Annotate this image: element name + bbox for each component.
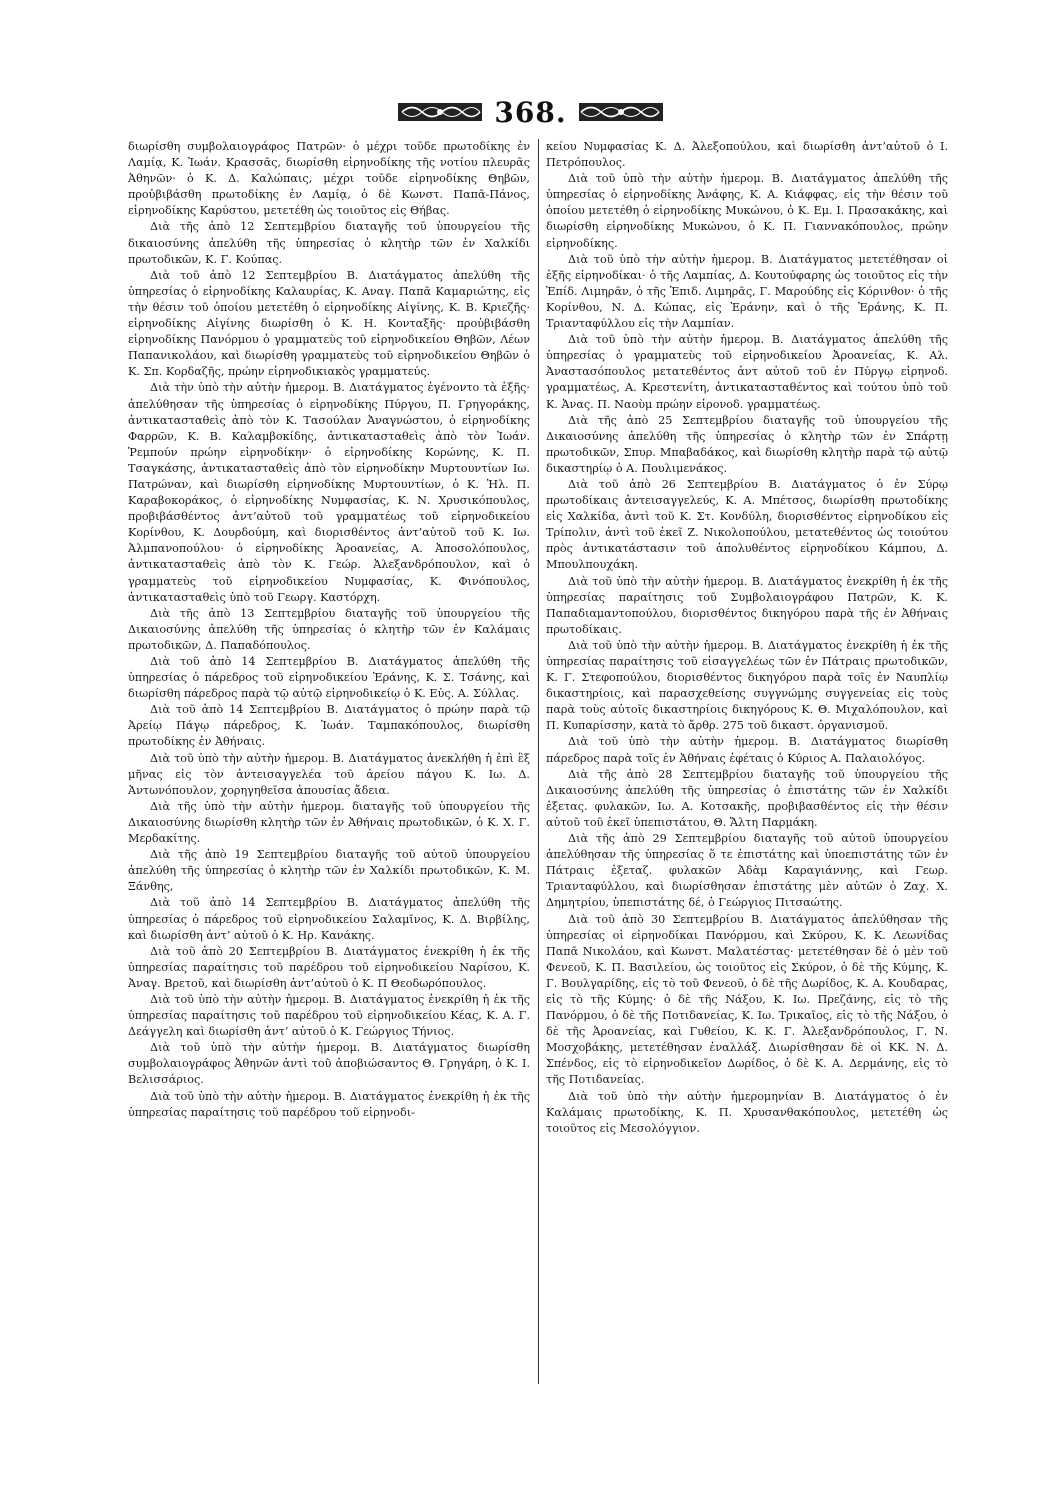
paragraph: Διὰ τῆς ἀπὸ 19 Σεπτεμβρίου διαταγῆς τοῦ αὐτοῦ ὑπουργείου ἀπελύθη τῆς ὑπηρεσίας ὁ κλητὴρ τῶν ἐν Χαλκίδι πρωτοδικῶν, Κ. Μ. Ξάνθης,: [128, 848, 530, 894]
page-header: [0, 92, 1061, 132]
left-column: [128, 139, 530, 1384]
paragraph: Διὰ τῆς ἀπὸ 29 Σεπτεμβρίου διαταγῆς τοῦ αὐτοῦ ὑπουργείου ἀπελύθησαν τῆς ὑπηρεσίας ὅ τε ἐπιστάτης καὶ ὑποεπιστάτης τῶν ἐν Πάτραις ἐξεταζ. φυλακῶν Ἀδὰμ Καραγιάννης, καὶ Γεωρ. Τριανταφύλλου, καὶ διωρίσθησαν ἐπιστάτης μὲν αὐτῶν ὁ Ζαχ. Χ. Δημητρίου, ὑπεπιστάτης δέ, ὁ Γεώργιος Πιτσαώτης.: [546, 832, 948, 910]
right-column: [546, 139, 948, 1384]
right-ornament-icon: [577, 99, 665, 125]
paragraph: Διὰ τοῦ ἀπὸ 30 Σεπτεμβρίου Β. Διατάγματος ἀπελύθησαν τῆς ὑπηρεσίας οἱ εἰρηνοδίκαι Πανόρμου, καὶ Σκύρου, Κ. Κ. Λεωνίδας Παπᾶ Νικολάου, καὶ Κωνστ. Μαλατέστας· μετετέθησαν δὲ ὁ μὲν τοῦ Φενεοῦ, Κ. Π. Βασιλείου, ὡς τοιοῦτος εἰς Σκύρον, ὁ δὲ τῆς Κύμης, Κ. Γ. Βουλγαρίδης, εἰς τὸ τοῦ Φενεοῦ, ὁ δὲ τῆς Δωρίδος, Κ. Α. Κουδαρας, εἰς τὸ τῆς Κύμης· ὁ δὲ τῆς Νάξου, Κ. Ιω. Πρεζάνης, εἰς τὸ τῆς Πανόρμου, ὁ δὲ τῆς Ποτιδανείας, Κ. Ιω. Τρικαῖος, εἰς τὸ τῆς Νάξου, ὁ δὲ τῆς Ἀροανείας, καὶ Γυθείου, Κ. Κ. Γ. Ἀλεξανδρόπουλος, Γ. Ν. Μοσχοβάκης, μετετέθησαν ἐναλλάξ. Διωρίσθησαν δὲ οἱ ΚΚ. Ν. Δ. Σπένδος, εἰς τὸ εἰρηνοδικεῖον Δωρίδος, ὁ δὲ Κ. Α. Δερμάνης, εἰς τὸ τῆς Ποτιδανείας.: [546, 912, 948, 1087]
text-columns: [128, 139, 948, 1384]
paragraph: Διὰ τοῦ ὑπὸ τὴν αὐτὴν ἡμερομηνίαν Β. Διατάγματος ὁ ἐν Καλάμαις πρωτοδίκης, Κ. Π. Χρυσανθακόπουλος, μετετέθη ὡς τοιοῦτος εἰς Μεσολόγγιον.: [546, 1089, 948, 1135]
paragraph: Διὰ τοῦ ὑπὸ τὴν αὐτὴν ἡμερομ. Β. Διατάγματος ἐνεκρίθη ἡ ἐκ τῆς ὑπηρεσίας παραίτησις τοῦ παρέδρου τοῦ εἰρηνοδι-: [128, 1089, 530, 1119]
paragraph: Διὰ τοῦ ὑπὸ τὴν αὐτὴν ἡμερομ. Β. Διατάγματος μετετέθησαν οἱ ἑξῆς εἰρηνοδίκαι· ὁ τῆς Λαμπίας, Δ. Κουτούφαρης ὡς τοιοῦτος εἰς τὴν Ἐπίδ. Λιμηρᾶν, ὁ τῆς Ἐπιδ. Λιμηρᾶς, Γ. Μαρούδης εἰς Κόρινθον· ὁ τῆς Κορίνθου, Ν. Δ. Κώπας, εἰς Ἐράνην, καὶ ὁ τῆς Ἐράνης, Κ. Π. Τριανταφύλλου εἰς τὴν Λαμπίαν.: [546, 252, 948, 331]
paragraph: Διὰ τοῦ ὑπὸ τὴν αὐτὴν ἡμερομ. Β. Διατάγματος διωρίσθη συμβολαιογράφος Ἀθηνῶν ἀντὶ τοῦ ἀποβιώσαντος Θ. Γρηγάρη, ὁ Κ. Ι. Βελισσάριος.: [128, 1041, 530, 1087]
paragraph: Διὰ τοῦ ὑπὸ τὴν αὐτὴν ἡμερομ. Β. Διατάγματος ἐνεκρίθη ἡ ἐκ τῆς ὑπηρεσίας παραίτησις τοῦ παρέδρου τοῦ εἰρηνοδικείου Κέας, Κ. Α. Γ. Δεάγγελη καὶ διωρίσθη ἀντ’ αὐτοῦ ὁ Κ. Γεώργιος Τήνιος.: [128, 992, 530, 1039]
column-divider: [538, 139, 539, 1384]
paragraph: κείου Νυμφασίας Κ. Δ. Ἀλεξοπούλου, καὶ διωρίσθη ἀντ’αὐτοῦ ὁ Ι. Πετρόπουλος.: [546, 140, 948, 170]
paragraph: Διὰ τῆς ὑπὸ τὴν αὐτὴν ἡμερομ. διαταγῆς τοῦ ὑπουργείου τῆς Δικαιοσύνης διωρίσθη κλητὴρ τῶν ἐν Ἀθήναις πρωτοδικῶν, ὁ Κ. Χ. Γ. Μερδακίτης.: [128, 799, 530, 846]
paragraph: Διὰ τὴν ὑπὸ τὴν αὐτὴν ἡμερομ. Β. Διατάγματος ἐγένοντο τὰ ἑξῆς· ἀπελύθησαν τῆς ὑπηρεσίας ὁ εἰρηνοδίκης Πύργου, Π. Γρηγοράκης, ἀντικατασταθεὶς ἀπὸ τὸν Κ. Τασούλαν Ἀναγνώστου, ὁ εἰρηνοδίκης Φαρρῶν, Κ. Β. Καλαμβοκίδης, ἀντικατασταθεὶς ἀπὸ τὸν Ἰωάν. Ῥεμπούν πρώην εἰρηνοδίκην· ὁ εἰρηνοδίκης Κορώνης, Κ. Π. Τσαγκάσης, ἀντικατασταθεὶς ἀπὸ τὸν εἰρηνοδίκην Μυρτουντίων Ιω. Πατρώναν, καὶ διωρίσθη εἰρηνοδίκης Μυρτουντίων, ὁ Κ. Ἠλ. Π. Καραβοκοράκος, ὁ εἰρηνοδίκης Νυμφασίας, Κ. Ν. Χρυσικόπουλος, προβιβάσθέντος ἀντ’αὐτοῦ τοῦ γραμματέως τοῦ εἰρηνοδικείου Κορίνθου, Κ. Δουρδούμη, καὶ διορισθέντος ἀντ’αὐτοῦ τοῦ Κ. Ιω. Ἀλμπανοπούλου· ὁ εἰρηνοδίκης Ἀρoανείας, Α. Ἀποσολόπουλος, ἀντικατασταθεὶς ἀπὸ τὸν Κ. Γεώρ. Ἀλεξανδρόπουλον, καὶ ὁ γραμματεὺς τοῦ εἰρηνοδικείου Νυμφασίας, Κ. Φινόπουλος, ἀντικατασταθεὶς ὑπὸ τοῦ Γεωργ. Καστόρχη.: [128, 381, 530, 604]
paragraph: διωρίσθη συμβολαιογράφος Πατρῶν· ὁ μέχρι τοῦδε πρωτοδίκης ἐν Λαμίᾳ, Κ. Ἰωάν. Κρασσᾶς, διωρίσθη εἰρηνοδίκης τῆς νοτίου πλευρᾶς Ἀθηνῶν· ὁ Κ. Δ. Καλώπαις, μέχρι τοῦδε εἰρηνοδίκης Θηβῶν, προὐβιβάσθη πρωτοδίκης ἐν Λαμίᾳ, ὁ δὲ Κωνστ. Παπᾶ-Πάνος, εἰρηνοδίκης Καρύστου, μετετέθη ὡς τοιοῦτος εἰς Θήβας.: [128, 140, 530, 218]
paragraph: Διὰ τῆς ἀπὸ 13 Σεπτεμβρίου διαταγῆς τοῦ ὑπουργείου τῆς Δικαιοσύνης ἀπελύθη τῆς ὑπηρεσίας ὁ κλητὴρ τῶν ἐν Καλάμαις πρωτοδικῶν, Δ. Παπαδόπουλος.: [128, 606, 530, 652]
paragraph: Διὰ τοῦ ἀπὸ 14 Σεπτεμβρίου Β. Διατάγματος ἀπελύθη τῆς ὑπηρεσίας ὁ πάρεδρος τοῦ εἰρηνοδικείου Ἐράνης, Κ. Σ. Τσάνης, καὶ διωρίσθη πάρεδρος παρὰ τῷ αὐτῷ εἰρηνοδικείῳ ὁ Κ. Εὐς. Α. Σύλλας.: [128, 655, 530, 701]
paragraph: Διὰ τῆς ἀπὸ 28 Σεπτεμβρίου διαταγῆς τοῦ ὑπουργείου τῆς Δικαιοσύνης ἀπελύθη τῆς ὑπηρεσίας ὁ ἐπιστάτης τῶν ἐν Χαλκίδι ἐξετας. φυλακῶν, Ιω. Α. Κοτσακῆς, προβιβασθέντος εἰς τὴν θέσιν αὐτοῦ τοῦ ἐκεῖ ὑπεπιστάτου, Θ. Ἄλτη Παρμάκη.: [546, 767, 948, 829]
paragraph: Διὰ τοῦ ἀπὸ 26 Σεπτεμβρίου Β. Διατάγματος ὁ ἐν Σύρῳ πρωτοδίκαις ἀντεισαγγελεύς, Κ. Α. Μπέτσος, διωρίσθη πρωτοδίκης εἰς Χαλκίδα, ἀντὶ τοῦ Κ. Στ. Κονδύλη, διορισθέντος εἰρηνοδίκου εἰς Τρίπολιν, ἀντὶ τοῦ ἐκεῖ Ζ. Νικολοπούλου, μετατεθέντος ὡς τοιούτου πρὸς ἀντικατάστασιν τοῦ ἀπολυθέντος εἰρηνοδίκου Κάμπου, Δ. Μπουλπουχάκη.: [546, 477, 948, 572]
paragraph: Διὰ τῆς ἀπὸ 12 Σεπτεμβρίου διαταγῆς τοῦ ὑπουργείου τῆς δικαιοσύνης ἀπελύθη τῆς ὑπηρεσίας ὁ κλητὴρ τῶν ἐν Χαλκίδι πρωτοδικῶν, Κ. Γ. Κούπας.: [128, 220, 530, 266]
paragraph: Διὰ τοῦ ἀπὸ 14 Σεπτεμβρίου Β. Διατάγματος ἀπελύθη τῆς ὑπηρεσίας ὁ πάρεδρος τοῦ εἰρηνοδικείου Σαλαμῖνος, Κ. Δ. Βιρβίλης, καὶ διωρίσθη ἀντ’ αὐτοῦ ὁ Κ. Ηρ. Κανάκης.: [128, 896, 530, 942]
paragraph: Διὰ τοῦ ἀπὸ 12 Σεπτεμβρίου Β. Διατάγματος ἀπελύθη τῆς ὑπηρεσίας ὁ εἰρηνοδίκης Καλαυρίας, Κ. Αναγ. Παπᾶ Καμαριώτης, εἰς τὴν θέσιν τοῦ ὁποίου μετετέθη ὁ εἰρηνοδίκης Αἰγίνης, Κ. Β. Κριεζῆς· εἰρηνοδίκης Αἰγίνης διωρίσθη ὁ Κ. Η. Κονταξῆς· προὐβιβάσθη εἰρηνοδίκης Πανόρμου ὁ γραμματεὺς τοῦ εἰρηνοδικείου Θηβῶν, Λέων Παπανικολάου, καὶ διωρίσθη γραμματεὺς τοῦ εἰρηνοδικείου Θηβῶν ὁ Κ. Σπ. Κορδαζῆς, πρώην εἰρηνοδικιακὸς γραμματεύς.: [128, 268, 530, 379]
paragraph: Διὰ τοῦ ἀπὸ 14 Σεπτεμβρίου Β. Διατάγματος ὁ πρώην παρὰ τῷ Ἀρείῳ Πάγῳ πάρεδρος, Κ. Ἰωάν. Ταμπακόπουλος, διωρίσθη πρωτοδίκης ἐν Ἀθήναις.: [128, 703, 530, 749]
left-ornament-icon: [396, 99, 484, 125]
paragraph: Διὰ τῆς ἀπὸ 25 Σεπτεμβρίου διαταγῆς τοῦ ὑπουργείου τῆς Δικαιοσύνης ἀπελύθη τῆς ὑπηρεσίας ὁ κλητὴρ τῶν ἐν Σπάρτῃ πρωτοδικῶν, Σπυρ. Μπαβαδάκος, καὶ διωρίσθη κλητὴρ παρὰ τῷ αὐτῷ δικαστηρίῳ ὁ Α. Πουλιμενάκος.: [546, 413, 948, 475]
paragraph: Διὰ τοῦ ὑπὸ τὴν αὐτὴν ἡμερομ. Β. Διατάγματος διωρίσθη πάρεδρος παρὰ τοῖς ἐν Ἀθήναις ἐφέταις ὁ Κύριος Α. Παλαιολόγος.: [546, 735, 948, 765]
paragraph: Διὰ τοῦ ὑπὸ τὴν αὐτὴν ἡμερομ. Β. Διατάγματος ἀπελύθη τῆς ὑπηρεσίας ὁ γραμματεὺς τοῦ εἰρηνοδικείου Ἀροανείας, Κ. Αλ. Ἀναστασόπουλος μετατεθέντος ἀντ αὐτοῦ τοῦ ἐν Πύργῳ εἰρηνοδ. γραμματέως, Α. Κρεστενίτη, ἀντικατασταθέντος καὶ τούτου ὑπὸ τοῦ Κ. Ἀνας. Π. Ναοὺμ πρώην εἰρονοδ. γραμματέως.: [546, 333, 948, 411]
paragraph: Διὰ τοῦ ἀπὸ 20 Σεπτεμβρίου Β. Διατάγματος ἐνεκρίθη ἡ ἐκ τῆς ὑπηρεσίας παραίτησις τοῦ παρέδρου τοῦ εἰρηνοδικείου Ναρίσου, Κ. Ἀναγ. Βρετοῦ, καὶ διωρίσθη ἀντ’αὐτοῦ ὁ Κ. Π Θεοδωρόπουλος.: [128, 944, 530, 990]
paragraph: Διὰ τοῦ ὑπὸ τὴν αὐτὴν ἡμερομ. Β. Διατάγματος ἀνεκλήθη ἡ ἐπὶ ἓξ μῆνας εἰς τὸν ἀντεισαγγελέα τοῦ ἀρείου πάγου Κ. Ιω. Δ. Ἀντωνόπουλον, χορηγηθεῖσα ἀπουσίας ἄδεια.: [128, 751, 530, 797]
paragraph: Διὰ τοῦ ὑπὸ τὴν αὐτὴν ἡμερομ. Β. Διατάγματος ἀπελύθη τῆς ὑπηρεσίας ὁ εἰρηνοδίκης Ἀνάφης, Κ. Α. Κιάφφας, εἰς τὴν θέσιν τοῦ ὁποίου μετετέθη ὁ εἰρηνοδίκης Μυκώνου, ὁ Κ. Εμ. Ι. Πρασακάκης, καὶ διωρίσθη εἰρηνοδίκης Μυκώνου, ὁ Κ. Π. Γιαννακόπουλος, πρώην εἰρηνοδίκης.: [546, 172, 948, 250]
paragraph: Διὰ τοῦ ὑπὸ τὴν αὐτὴν ἡμερομ. Β. Διατάγματος ἐνεκρίθη ἡ ἐκ τῆς ὑπηρεσίας παραίτησις τοῦ Συμβολαιογράφου Πατρῶν, Κ. Κ. Παπαδιαμαντοπούλου, διορισθέντος δικηγόρου παρὰ τῆς ἐν Ἀθήναις πρωτοδίκαις.: [546, 574, 948, 636]
paragraph: Διὰ τοῦ ὑπὸ τὴν αὐτὴν ἡμερομ. Β. Διατάγματος ἐνεκρίθη ἡ ἐκ τῆς ὑπηρεσίας παραίτησις τοῦ εἰσαγγελέως τῶν ἐν Πάτραις πρωτοδικῶν, Κ. Γ. Στεφοπούλου, διορισθέντος δικηγόρου παρὰ τοῖς ἐν Ναυπλίῳ δικαστηρίοις, καὶ παρασχεθείσης συγγνώμης συγγενείας εἰς τοὺς παρὰ τοὺς αὐτοῖς δικαστηρίοις δικηγόρους Κ. Θ. Μιχαλόπουλον, καὶ Π. Κυπαρίσσην, κατὰ τὸ ἄρθρ. 275 τοῦ δικαστ. ὀργανισμοῦ.: [546, 638, 948, 733]
page-number: 368.: [494, 95, 567, 129]
